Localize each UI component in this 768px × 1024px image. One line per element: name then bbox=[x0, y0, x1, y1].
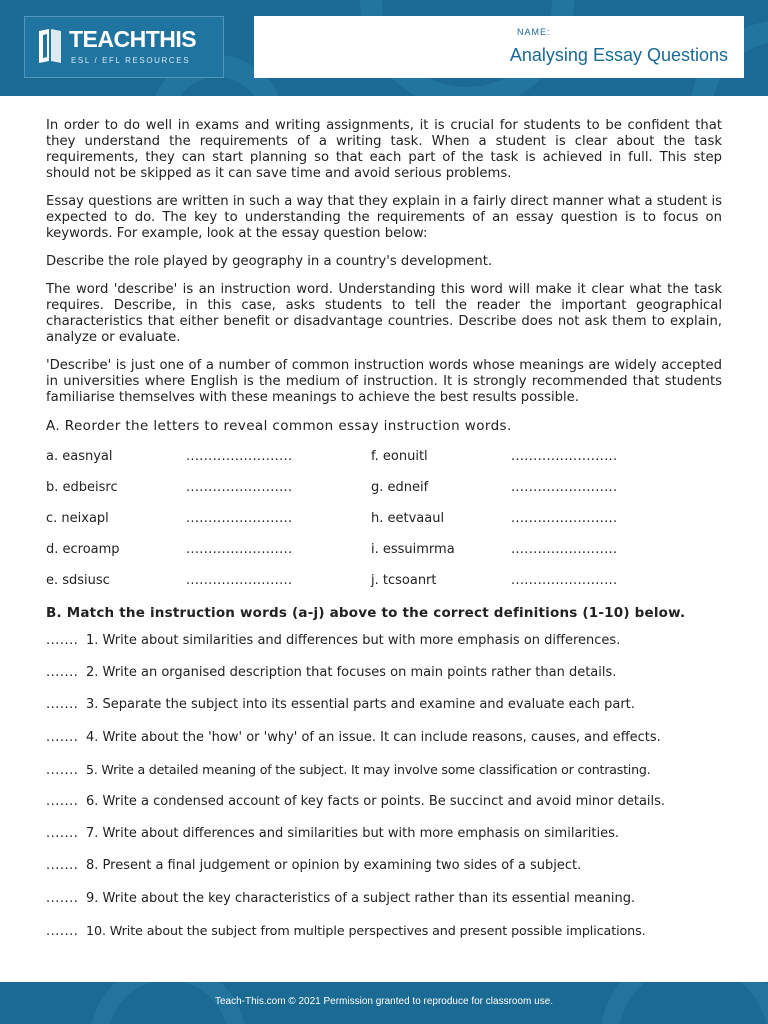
answer-blank[interactable]: ........................ bbox=[186, 449, 293, 464]
match-blank[interactable]: ....... bbox=[46, 858, 79, 874]
definition-text: 4. Write about the 'how' or 'why' of an issue. It can include reasons, causes, and effects. bbox=[86, 729, 661, 745]
answer-blank[interactable]: ........................ bbox=[186, 480, 293, 495]
definition-text: 1. Write about similarities and differences but with more emphasis on differences. bbox=[86, 633, 621, 648]
definition-item bbox=[46, 762, 722, 794]
answer-blank[interactable]: ........................ bbox=[186, 542, 293, 557]
logo-title: TEACHTHIS bbox=[69, 26, 197, 52]
section-a-heading: A. Reorder the letters to reveal common essay instruction words. bbox=[46, 418, 512, 434]
footer-copyright: Teach-This.com © 2021 Permission granted to reproduce for classroom use. bbox=[214, 996, 554, 1007]
match-blank[interactable]: ....... bbox=[46, 633, 79, 648]
definition-item bbox=[46, 858, 722, 890]
logo bbox=[24, 16, 224, 78]
answer-blank[interactable]: ........................ bbox=[511, 511, 618, 526]
answer-blank[interactable]: ........................ bbox=[186, 511, 293, 526]
page-header bbox=[0, 0, 768, 96]
answer-blank[interactable]: ........................ bbox=[511, 449, 618, 464]
worksheet-content bbox=[46, 118, 722, 955]
page-footer bbox=[0, 982, 768, 1024]
definition-item bbox=[46, 665, 722, 697]
intro-paragraph: The word 'describe' is an instruction word. Understanding this word will make it clear what the task requires. Describe, in this case, asks students to tell the reader the important geographical characteristics that either benefit or disadvantage countries. Describe does not ask them to explain, analyze or evaluate. bbox=[46, 282, 722, 345]
definition-item bbox=[46, 826, 722, 858]
definition-text: 7. Write about differences and similarities but with more emphasis on similarities. bbox=[86, 826, 619, 842]
match-blank[interactable]: ....... bbox=[46, 923, 79, 939]
match-blank[interactable]: ....... bbox=[46, 793, 79, 809]
match-blank[interactable]: ....... bbox=[46, 665, 79, 681]
scramble-word: f. eonuitl bbox=[371, 449, 428, 464]
answer-blank[interactable]: ........................ bbox=[511, 573, 618, 588]
intro-paragraph: Essay questions are written in such a way that they explain in a fairly direct manner what a student is expected to do. The key to understanding the requirements of an essay question is to focus on keywords. For example, look at the essay question below: bbox=[46, 194, 722, 241]
logo-subtitle: ESL / EFL RESOURCES bbox=[71, 56, 191, 65]
match-blank[interactable]: ....... bbox=[46, 826, 79, 842]
scramble-grid bbox=[46, 447, 722, 602]
intro-paragraph: 'Describe' is just one of a number of common instruction words whose meanings are widely accepted in universities where English is the medium of instruction. It is strongly recommended that students familiarise themselves with these meanings to achieve the best results possible. bbox=[46, 358, 722, 405]
page-title: Analysing Essay Questions bbox=[509, 45, 728, 65]
definition-item bbox=[46, 891, 722, 923]
scramble-word: c. neixapl bbox=[46, 511, 109, 526]
name-label: NAME: bbox=[517, 27, 551, 37]
match-blank[interactable]: ....... bbox=[46, 890, 79, 906]
match-blank[interactable]: ....... bbox=[46, 762, 79, 778]
match-blank[interactable]: ....... bbox=[46, 729, 79, 745]
scramble-word: h. eetvaaul bbox=[371, 511, 445, 526]
definition-text: 3. Separate the subject into its essential parts and examine and evaluate each part. bbox=[86, 697, 635, 713]
example-question: Describe the role played by geography in a country's development. bbox=[46, 254, 493, 269]
definition-list bbox=[46, 633, 722, 955]
definition-text: 8. Present a final judgement or opinion by examining two sides of a subject. bbox=[86, 858, 582, 874]
definition-item bbox=[46, 730, 722, 762]
intro-paragraph: In order to do well in exams and writing assignments, it is crucial for students to be confident that they understand the requirements of a writing task. When a student is clear about the task requirements, they can start planning so that each part of the task is achieved in full. This step should not be skipped as it can save time and avoid serious problems. bbox=[46, 118, 722, 181]
definition-text: 5. Write a detailed meaning of the subject. It may involve some classification or contrasting. bbox=[86, 761, 651, 777]
definition-text: 6. Write a condensed account of key facts or points. Be succinct and avoid minor details. bbox=[86, 793, 666, 809]
scramble-word: i. essuimrma bbox=[371, 542, 455, 557]
definition-item bbox=[46, 794, 722, 826]
name-box[interactable] bbox=[254, 16, 744, 78]
definition-item bbox=[46, 697, 722, 729]
answer-blank[interactable]: ........................ bbox=[511, 542, 618, 557]
definition-text: 10. Write about the subject from multiple perspectives and present possible implications. bbox=[86, 922, 646, 938]
book-icon bbox=[35, 27, 65, 65]
section-b-heading: B. Match the instruction words (a-j) above to the correct definitions (1-10) below. bbox=[46, 605, 686, 621]
scramble-word: b. edbeisrc bbox=[46, 480, 118, 495]
scramble-word: e. sdsiusc bbox=[46, 573, 110, 588]
definition-item bbox=[46, 923, 722, 955]
answer-blank[interactable]: ........................ bbox=[511, 480, 618, 495]
definition-text: 9. Write about the key characteristics of a subject rather than its essential meaning. bbox=[86, 890, 636, 906]
answer-blank[interactable]: ........................ bbox=[186, 573, 293, 588]
scramble-word: a. easnyal bbox=[46, 449, 113, 464]
scramble-word: d. ecroamp bbox=[46, 542, 120, 557]
scramble-word: g. edneif bbox=[371, 480, 429, 495]
definition-text: 2. Write an organised description that focuses on main points rather than details. bbox=[86, 665, 617, 681]
match-blank[interactable]: ....... bbox=[46, 697, 79, 713]
scramble-word: j. tcsoanrt bbox=[371, 573, 437, 588]
definition-item bbox=[46, 633, 722, 665]
